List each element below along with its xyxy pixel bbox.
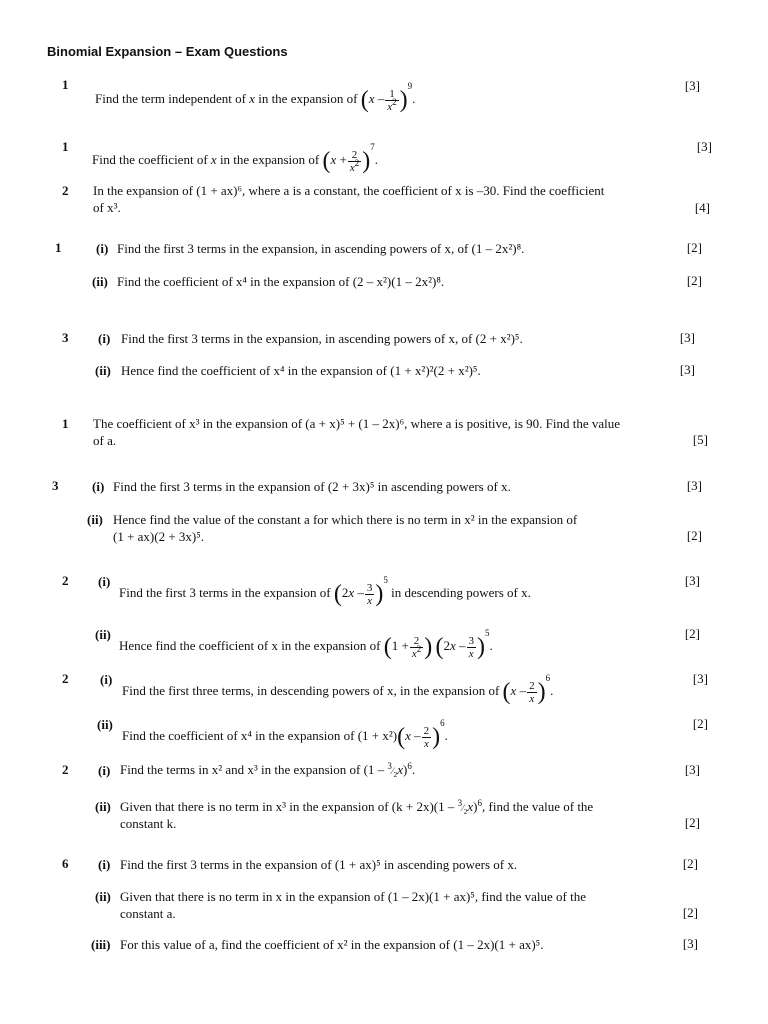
part-label: (i) [98, 574, 111, 589]
question-text: Given that there is no term in x in the expansion of (1 – 2x)(1 + ax)⁵, find the value of the [120, 889, 587, 904]
question-text: For this value of a, find the coefficient of x² in the expansion of (1 – 2x)(1 + ax)⁵. [120, 937, 544, 952]
question-text: Find the terms in x² and x³ in the expansion of [120, 762, 361, 777]
part-label: (ii) [92, 274, 108, 289]
question-text: (1 + ax)(2 + 3x)⁵. [113, 529, 205, 544]
question-number: 3 [62, 330, 69, 345]
question-text: Find the coefficient of x⁴ in the expansion of (1 + x²) [122, 728, 398, 743]
marks: [2] [684, 626, 700, 641]
marks: [2] [682, 905, 698, 920]
marks: [3] [696, 139, 712, 154]
marks: [2] [686, 273, 702, 288]
question-text: Find the first 3 terms in the expansion, in ascending powers of x, of (1 – 2x²)⁸. [117, 241, 525, 256]
part-label: (ii) [95, 799, 111, 814]
part-label: (ii) [87, 512, 103, 527]
question-number: 6 [62, 856, 69, 871]
part-label: (iii) [91, 937, 111, 952]
marks: [3] [684, 762, 700, 777]
part-label: (ii) [97, 717, 113, 732]
marks: [2] [692, 716, 708, 731]
question-number: 2 [62, 183, 69, 198]
part-label: (i) [96, 241, 109, 256]
question-text: constant k. [120, 816, 177, 831]
question-text: Hence find the coefficient of x⁴ in the expansion of (1 + x²)²(2 + x²)⁵. [121, 363, 481, 378]
part-label: (i) [98, 331, 111, 346]
part-label: (i) [98, 763, 111, 778]
marks: [5] [692, 432, 708, 447]
question-number: 2 [62, 762, 69, 777]
marks: [4] [694, 200, 710, 215]
question-text: constant a. [120, 906, 176, 921]
question-text: Find the first 3 terms in the expansion of (2 + 3x)⁵ in ascending powers of x. [113, 479, 511, 494]
part-label: (i) [100, 672, 113, 687]
marks: [3] [679, 362, 695, 377]
question-number: 1 [62, 77, 69, 92]
marks: [2] [682, 856, 698, 871]
question-number: 2 [62, 671, 69, 686]
part-label: (i) [92, 479, 105, 494]
part-label: (ii) [95, 363, 111, 378]
question-text: in descending powers of x. [391, 585, 531, 600]
marks: [3] [684, 78, 700, 93]
question-text: Find the coefficient of [92, 152, 208, 167]
question-number: 1 [62, 139, 69, 154]
marks: [3] [682, 936, 698, 951]
question-text: In the expansion of (1 + ax)⁶, where a is a constant, the coefficient of x is –30. Find the coefficient [93, 183, 605, 198]
marks: [3] [692, 671, 708, 686]
part-label: (ii) [95, 889, 111, 904]
question-text: Find the coefficient of x⁴ in the expansion of (2 – x²)(1 – 2x²)⁸. [117, 274, 445, 289]
question-text: Find the first 3 terms in the expansion, in ascending powers of x, of (2 + x²)⁵. [121, 331, 523, 346]
question-text: in the expansion of [219, 152, 320, 167]
question-text: Find the first 3 terms in the expansion of (1 + ax)⁵ in ascending powers of x. [120, 857, 518, 872]
question-number: 1 [62, 416, 69, 431]
question-text: Hence find the coefficient of x in the expansion of [119, 638, 381, 653]
marks: [2] [684, 815, 700, 830]
question-text: Find the first three terms, in descending powers of x, in the expansion of [122, 683, 500, 698]
part-label: (i) [98, 857, 111, 872]
question-text: Find the first 3 terms in the expansion of [119, 585, 331, 600]
question-number: 1 [55, 240, 62, 255]
question-text: of x³. [93, 200, 121, 215]
question-number: 2 [62, 573, 69, 588]
part-label: (ii) [95, 627, 111, 642]
question-text: Hence find the value of the constant a for which there is no term in x² in the expansion of [113, 512, 578, 527]
question-text: Given that there is no term in x³ in the expansion of (k + 2x) [120, 799, 434, 814]
marks: [3] [684, 573, 700, 588]
question-text: Find the term independent of [95, 91, 246, 106]
marks: [2] [686, 240, 702, 255]
page-title: Binomial Expansion – Exam Questions [47, 44, 288, 59]
question-text: in the expansion of [258, 91, 358, 106]
marks: [2] [686, 528, 702, 543]
marks: [3] [679, 330, 695, 345]
marks: [3] [686, 478, 702, 493]
question-number: 3 [52, 478, 59, 493]
question-text: The coefficient of x³ in the expansion of (a + x)⁵ + (1 – 2x)⁶, where a is positive, is 90. Find the value [93, 416, 621, 431]
question-text: of a. [93, 433, 117, 448]
question-text: , find the value of the [482, 799, 594, 814]
